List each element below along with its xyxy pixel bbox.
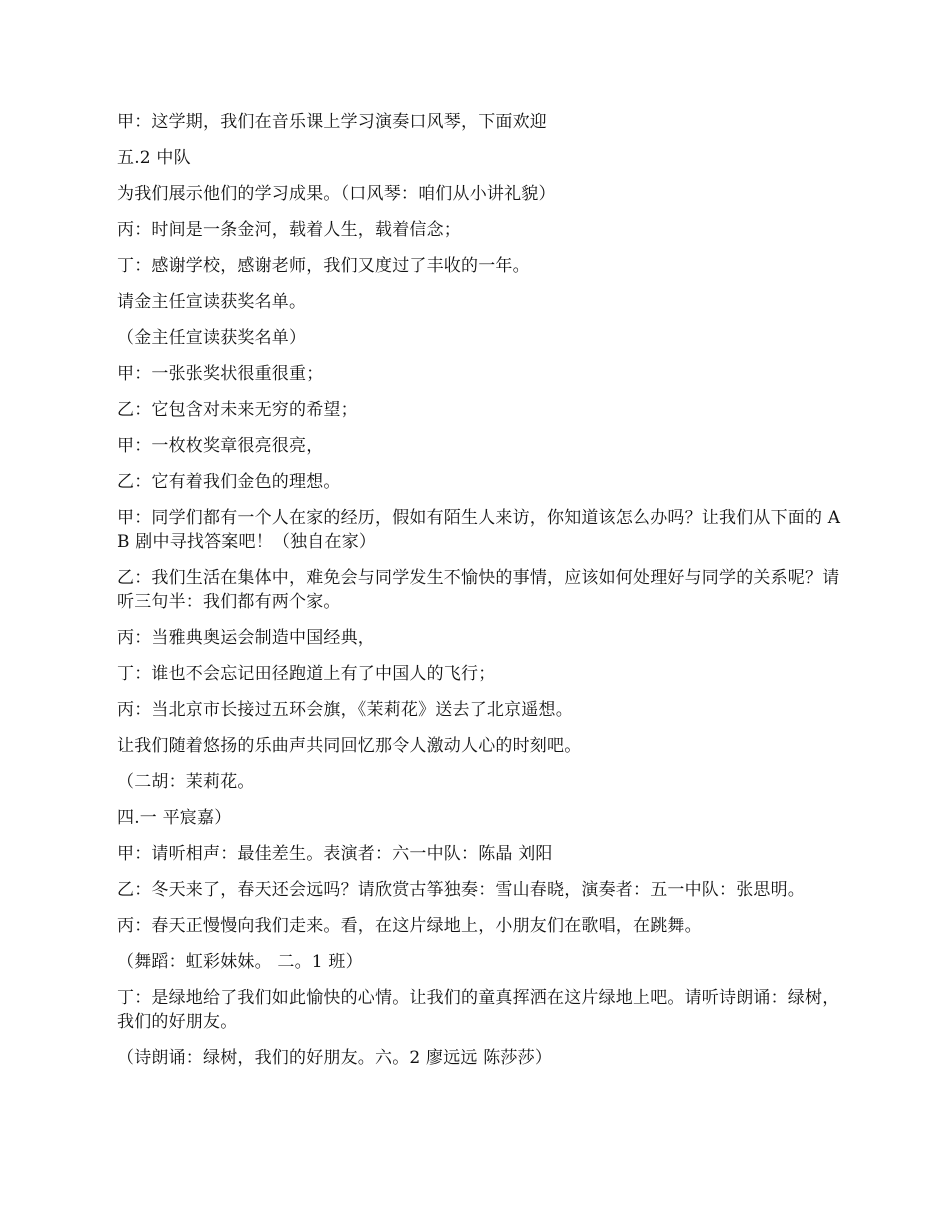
document-body [117, 110, 842, 1082]
paragraph: （二胡：茉莉花。 [117, 772, 255, 792]
paragraph: 五.2 中队 [117, 148, 191, 168]
paragraph: （金主任宣读获奖名单） [117, 328, 307, 348]
paragraph: 丙：春天正慢慢向我们走来。看，在这片绿地上，小朋友们在歌唱，在跳舞。 [117, 916, 702, 936]
paragraph: 乙：我们生活在集体中，难免会与同学发生不愉快的事情，应该如何处理好与同学的关系呢？请听三句半：我们都有两个家。 [117, 568, 840, 612]
paragraph: 乙：它有着我们金色的理想。 [117, 472, 341, 492]
paragraph: 甲：一枚枚奖章很亮很亮， [117, 436, 324, 456]
paragraph: 四.一 平宸嘉） [117, 808, 232, 828]
paragraph: 甲：这学期，我们在音乐课上学习演奏口风琴，下面欢迎 [117, 112, 547, 132]
paragraph: 丙：当雅典奥运会制造中国经典， [117, 628, 375, 648]
paragraph: 丁：感谢学校，感谢老师，我们又度过了丰收的一年。 [117, 256, 530, 276]
paragraph: 丙：时间是一条金河，载着人生，载着信念； [117, 220, 461, 240]
paragraph: 为我们展示他们的学习成果。（口风琴：咱们从小讲礼貌） [117, 184, 556, 204]
paragraph: 甲：同学们都有一个人在家的经历，假如有陌生人来访，你知道该怎么办吗？让我们从下面的 AB 剧中寻找答案吧！（独自在家） [117, 508, 841, 552]
paragraph: 乙：冬天来了，春天还会远吗？请欣赏古筝独奏：雪山春晓，演奏者：五一中队：张思明。 [117, 880, 805, 900]
paragraph: 甲：一张张奖状很重很重； [117, 364, 324, 384]
paragraph: 甲：请听相声：最佳差生。表演者：六一中队：陈晶 刘阳 [117, 844, 553, 864]
paragraph: 请金主任宣读获奖名单。 [117, 292, 307, 312]
paragraph: 丙：当北京市长接过五环会旗，《茉莉花》送去了北京遥想。 [117, 700, 573, 720]
paragraph: （诗朗诵：绿树，我们的好朋友。六。2 廖远远 陈莎莎） [117, 1048, 553, 1068]
paragraph: 乙：它包含对未来无穷的希望； [117, 400, 358, 420]
paragraph: 丁：是绿地给了我们如此愉快的心情。让我们的童真挥洒在这片绿地上吧。请听诗朗诵：绿树，我们的好朋友。 [117, 988, 840, 1032]
paragraph: （舞蹈：虹彩妹妹。 二。1 班） [117, 952, 363, 972]
paragraph: 丁：谁也不会忘记田径跑道上有了中国人的飞行； [117, 664, 496, 684]
paragraph: 让我们随着悠扬的乐曲声共同回忆那令人激动人心的时刻吧。 [117, 736, 582, 756]
